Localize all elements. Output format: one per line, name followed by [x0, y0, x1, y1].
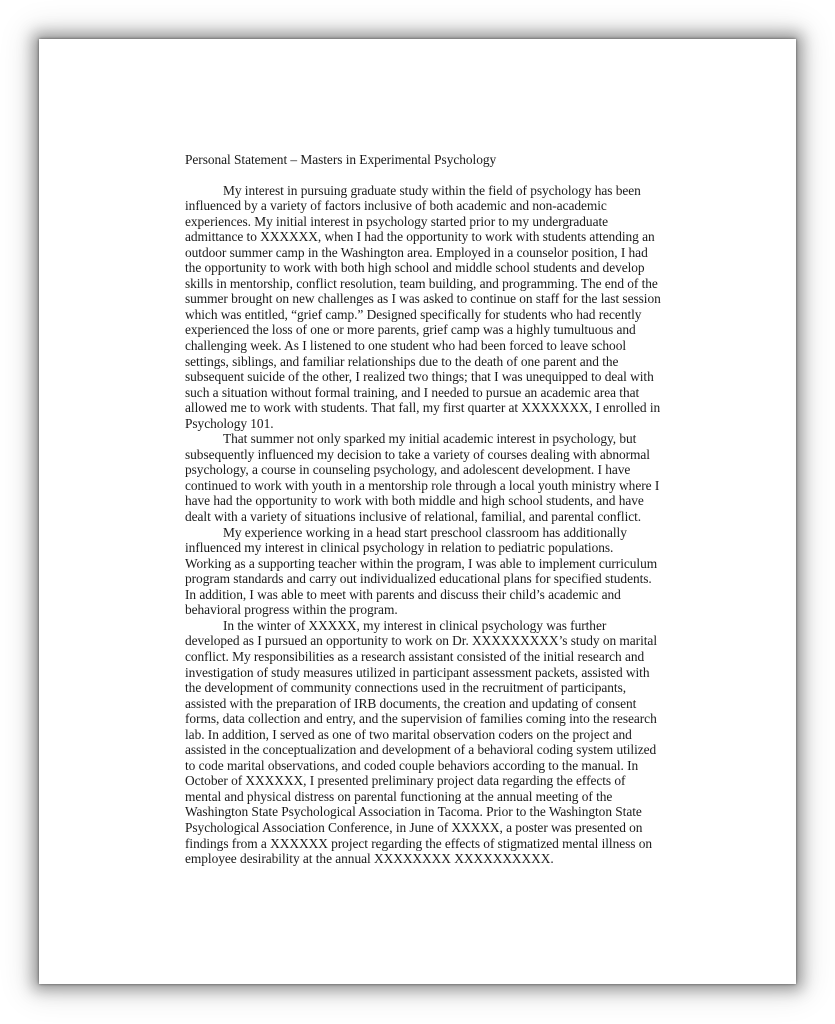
text-line: conflict. My responsibilities as a research assistant consisted of the initial research and [185, 648, 645, 664]
text-line: experiences. My initial interest in psychology started prior to my undergraduate [185, 213, 609, 229]
text-line: influenced by a variety of factors inclusive of both academic and non-academic [185, 198, 607, 214]
document-title: Personal Statement – Masters in Experimental Psychology [185, 152, 497, 167]
text-line: program standards and carry out individualized educational plans for specified students. [185, 571, 652, 587]
text-line: continued to work with youth in a mentorship role through a local youth ministry where I [185, 477, 660, 493]
text-line: influenced my interest in clinical psychology in relation to pediatric populations. [185, 540, 614, 556]
text-line: summer brought on new challenges as I was asked to continue on staff for the last session [185, 291, 661, 307]
text-line: employee desirability at the annual XXXXXXXX XXXXXXXXXX. [185, 851, 554, 867]
text-line: My experience working in a head start preschool classroom has additionally [223, 524, 627, 540]
text-line: have had the opportunity to work with both middle and high school students, and have [185, 493, 644, 509]
text-line: experienced the loss of one or more parents, grief camp was a highly tumultuous and [185, 322, 636, 338]
text-line: skills in mentorship, conflict resolution, team building, and programming. The end of the [185, 275, 658, 291]
text-line: findings from a XXXXXX project regarding the effects of stigmatized mental illness on [185, 835, 653, 851]
text-line: the development of community connections used in the recruitment of participants, [185, 680, 627, 696]
text-line: forms, data collection and entry, and the supervision of families coming into the research [185, 711, 657, 727]
paragraph-1 [185, 182, 661, 432]
document-page [39, 39, 796, 984]
text-line: That summer not only sparked my initial academic interest in psychology, but [223, 431, 637, 447]
text-line: Psychology 101. [185, 415, 274, 431]
text-line: In the winter of XXXXX, my interest in clinical psychology was further [223, 617, 607, 633]
text-line: which was entitled, “grief camp.” Designed specifically for students who had recently [185, 306, 642, 322]
paragraph-3 [185, 524, 658, 618]
text-line: admittance to XXXXXX, when I had the opportunity to work with students attending an [185, 229, 655, 245]
text-line: assisted in the conceptualization and development of a behavioral coding system utilized [185, 742, 657, 758]
text-line: Washington State Psychological Association in Tacoma. Prior to the Washington State [185, 804, 642, 820]
text-line: the opportunity to work with both high school and middle school students and develop [185, 260, 645, 276]
text-line: lab. In addition, I served as one of two marital observation coders on the project and [185, 726, 632, 742]
text-line: subsequent suicide of the other, I realized two things; that I was unequipped to deal with [185, 369, 654, 385]
text-line: challenging week. As I listened to one student who had been forced to leave school [185, 338, 627, 354]
text-line: behavioral progress within the program. [185, 602, 398, 618]
text-line: subsequently influenced my decision to take a variety of courses dealing with abnormal [185, 446, 650, 462]
text-line: psychology, a course in counseling psychology, and adolescent development. I have [185, 462, 631, 478]
text-line: assisted with the preparation of IRB documents, the creation and updating of consent [185, 695, 637, 711]
text-line: developed as I pursued an opportunity to work on Dr. XXXXXXXXX’s study on marital [185, 633, 657, 649]
text-line: In addition, I was able to meet with parents and discuss their child’s academic and [185, 586, 621, 602]
text-line: settings, siblings, and familiar relationships due to the death of one parent and the [185, 353, 619, 369]
text-line: investigation of study measures utilized in participant assessment packets, assisted with [185, 664, 650, 680]
text-line: to code marital observations, and coded couple behaviors according to the manual. In [185, 757, 639, 773]
text-line: October of XXXXXX, I presented preliminary project data regarding the effects of [185, 773, 626, 789]
text-line: My interest in pursuing graduate study within the field of psychology has been [223, 182, 641, 198]
text-line: such a situation without formal training, and I needed to pursue an academic area that [185, 384, 640, 400]
text-line: outdoor summer camp in the Washington area. Employed in a counselor position, I had [185, 244, 648, 260]
text-line: allowed me to work with students. That fall, my first quarter at XXXXXXX, I enrolled in [185, 400, 661, 416]
text-line: mental and physical distress on parental functioning at the annual meeting of the [185, 788, 613, 804]
paragraph-4 [185, 618, 655, 867]
paragraph-2 [185, 431, 660, 525]
text-line: Working as a supporting teacher within the program, I was able to implement curriculum [185, 555, 658, 571]
text-line: Psychological Association Conference, in June of XXXXX, a poster was presented on [185, 819, 643, 835]
text-line: dealt with a variety of situations inclusive of relational, familial, and parental conflict. [185, 509, 642, 525]
document-body [185, 152, 661, 867]
